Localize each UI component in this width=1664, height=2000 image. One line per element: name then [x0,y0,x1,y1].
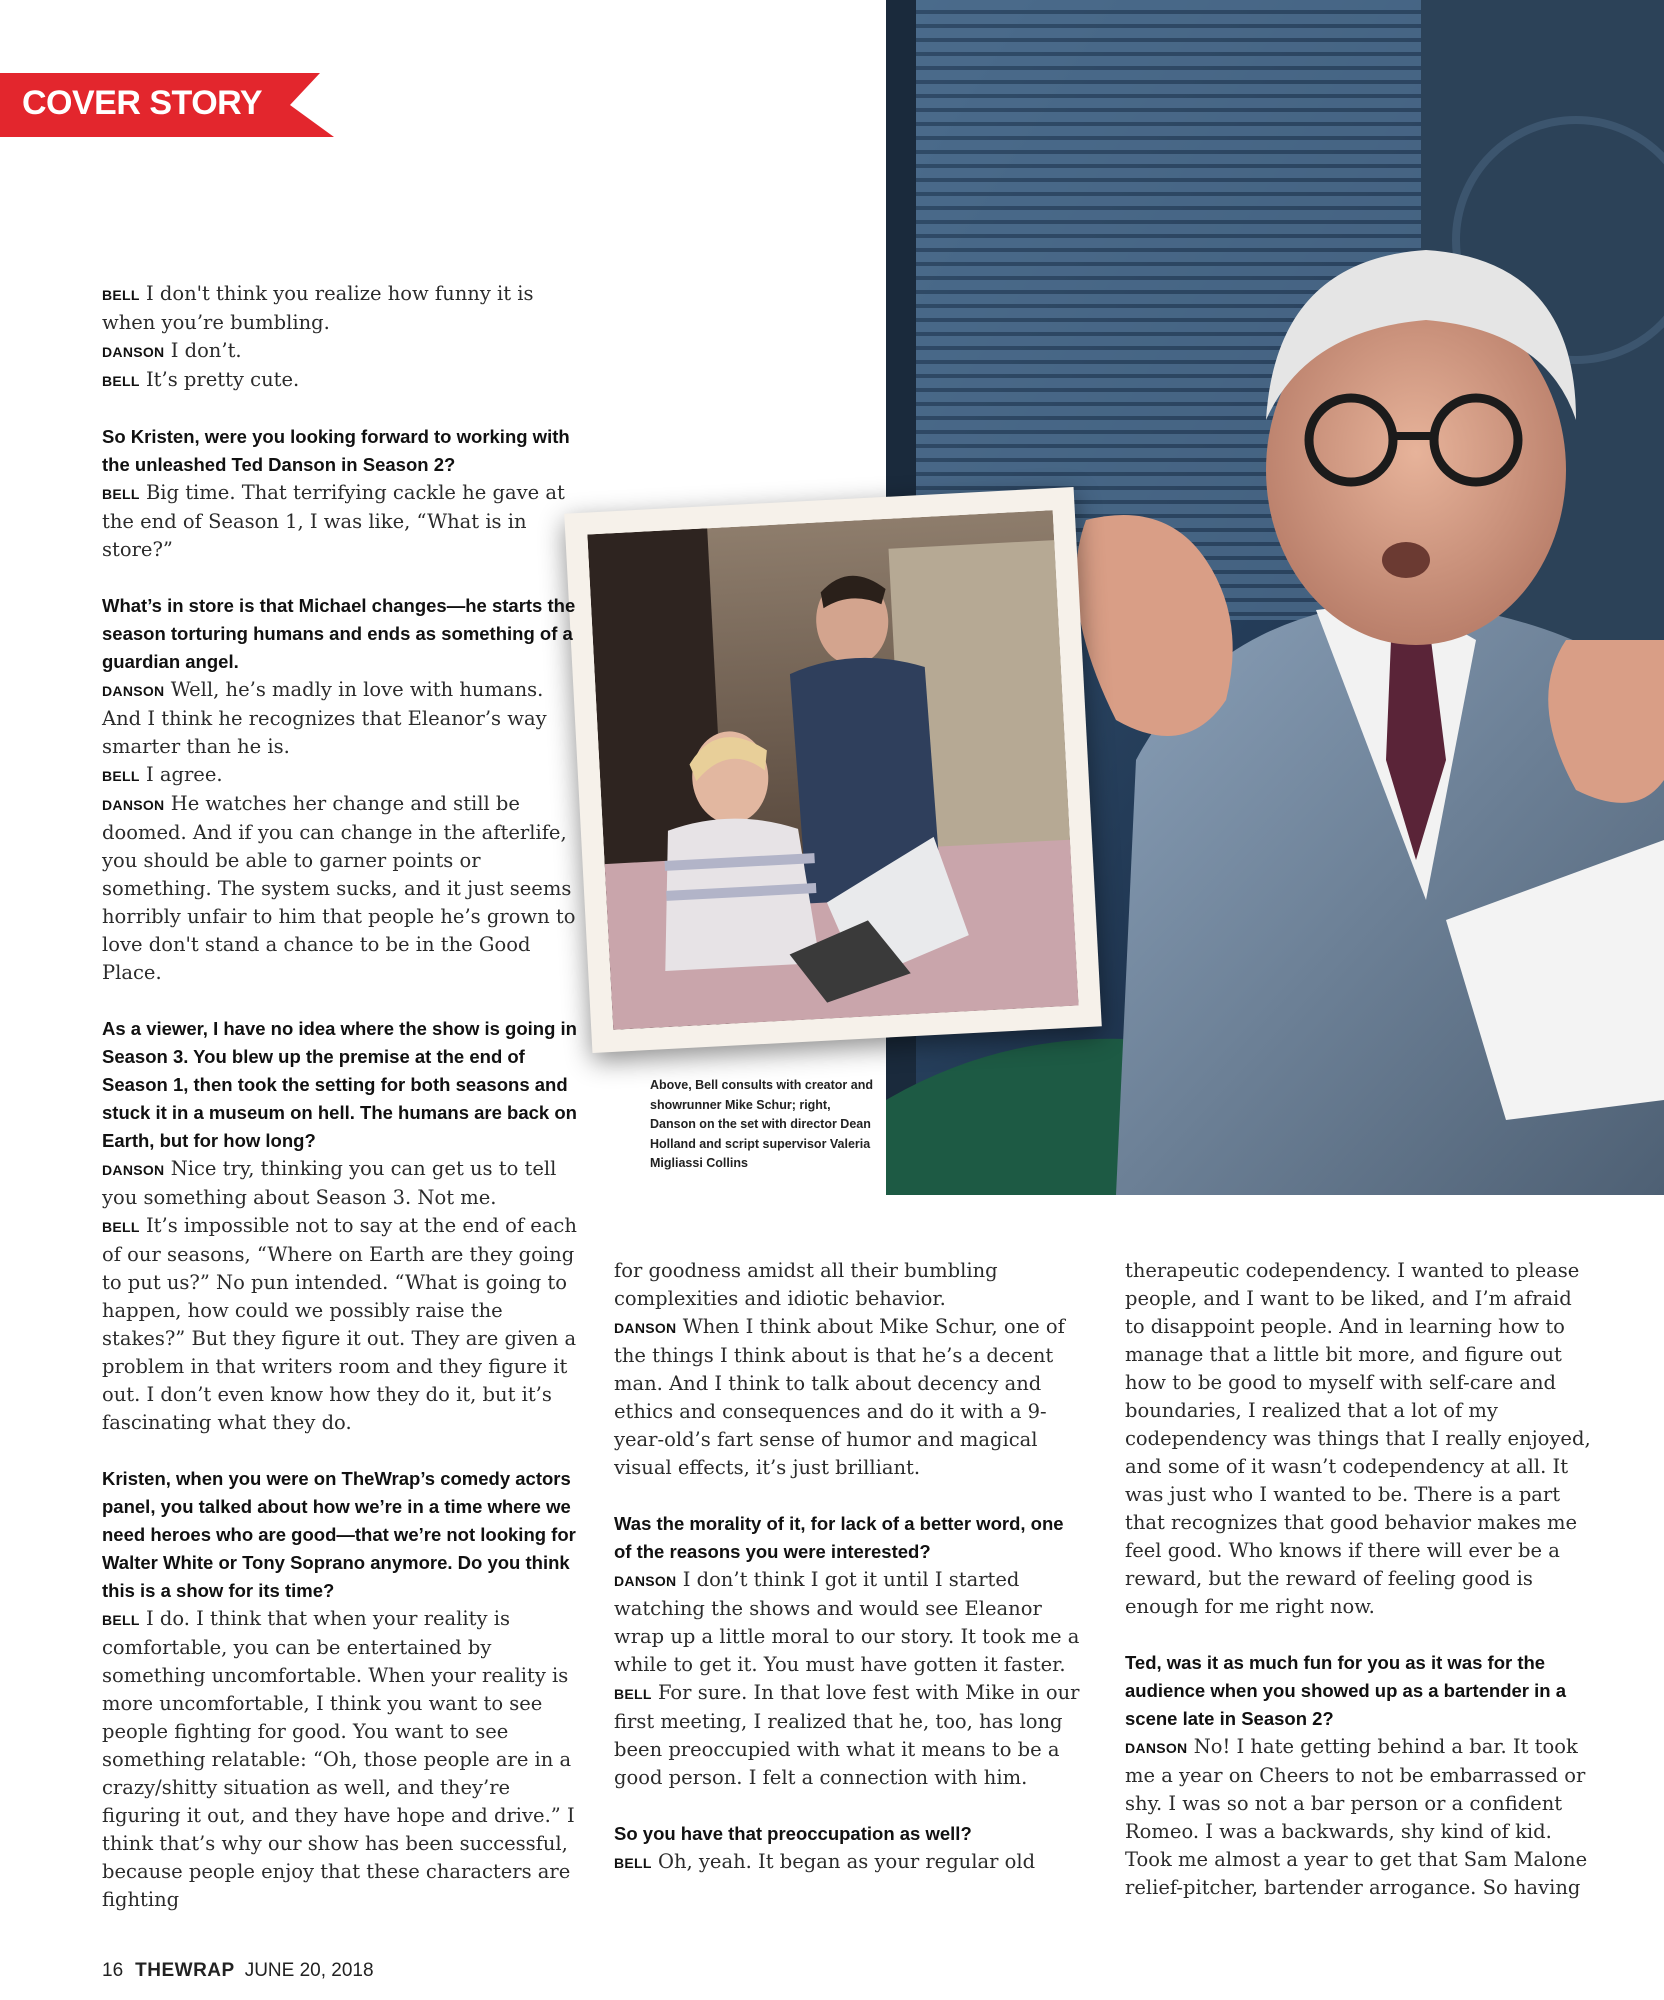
speaker-label: BELL [102,373,140,389]
interview-answer [102,1212,582,1437]
speaker-label: BELL [102,486,140,502]
interview-answer [102,479,582,564]
speaker-label: BELL [102,1612,140,1628]
answer-text: It’s pretty cute. [145,368,300,391]
interview-answer [102,337,582,366]
interview-answer [102,1155,582,1212]
speaker-label: DANSON [102,344,165,360]
page-footer [102,1960,374,1982]
answer-text: Well, he’s madly in love with humans. And I think he recognizes that Eleanor’s way smarter than he is. [102,678,547,758]
interview-question: So Kristen, were you looking forward to working with the unleashed Ted Danson in Season 2? [102,426,570,475]
cover-story-banner [0,73,334,137]
speaker-label: BELL [102,1219,140,1235]
interview-answer [102,366,582,395]
interview-question: So you have that preoccupation as well? [614,1823,972,1844]
answer-text: I do. I think that when your reality is comfortable, you can be entertained by something uncomfortable. When your reality is more uncomfortable, I think you want to see people fighting for good. You want to see something relatable: “Oh, those people are in a crazy/shitty situation as well, and they’re figuring it out, and they have hope and drive.” I think that’s why our show has been successful, because people enjoy that these characters are fighting [102,1607,575,1911]
publication-name: THEWRAP [135,1960,235,1981]
interview-question: Ted, was it as much fun for you as it was for the audience when you showed up as a bartender in a scene late in Season 2? [1125,1652,1567,1729]
answer-text: When I think about Mike Schur, one of the things I think about is that he’s a decent man. And I think to talk about decency and ethics and consequences and do it with a 9-year-old’s fart sense of humor and magical visual effects, it’s just brilliant. [614,1315,1065,1479]
answer-text: for goodness amidst all their bumbling complexities and idiotic behavior. [614,1259,998,1310]
interview-answer [614,1257,1084,1313]
answer-text: I don’t think I got it until I started watching the shows and would see Eleanor wrap up a little moral to our story. It took me a while to get it. You must have gotten it faster. [614,1568,1080,1676]
interview-answer [614,1848,1084,1877]
issue-date: JUNE 20, 2018 [244,1960,374,1981]
interview-answer [102,790,582,987]
page-number: 16 [102,1960,124,1981]
paragraph-gap [102,1437,582,1465]
interview-answer [614,1313,1084,1482]
answer-text: I don’t. [170,339,242,362]
interview-answer [614,1679,1084,1792]
inset-photo-frame [564,487,1102,1053]
speaker-label: BELL [614,1686,652,1702]
interview-answer [102,1605,582,1914]
speaker-label: DANSON [614,1320,677,1336]
interview-answer [614,1566,1084,1679]
speaker-label: BELL [102,287,140,303]
speaker-label: DANSON [102,683,165,699]
answer-text: It’s impossible not to say at the end of each of our seasons, “Where on Earth are they going to put us?” No pun intended. “What is going to happen, how could we possibly raise the stakes?” But they figure it out. They are given a problem in that writers room and they figure it out. I don’t even know how they do it, but it’s fascinating what they do. [102,1214,577,1434]
article-column-1 [102,280,582,1914]
article-column-2 [614,1257,1084,1877]
paragraph-gap [614,1482,1084,1510]
photo-caption: Above, Bell consults with creator and showrunner Mike Schur; right, Danson on the set with director Dean Holland and script supervisor Valeria Migliassi Collins [650,1078,873,1170]
interview-question: Was the morality of it, for lack of a better word, one of the reasons you were interested? [614,1513,1064,1562]
section-label: COVER STORY [22,84,263,122]
paragraph-gap [1125,1621,1595,1649]
speaker-label: DANSON [102,797,165,813]
answer-text: Big time. That terrifying cackle he gave at the end of Season 1, I was like, “What is in store?” [102,481,565,561]
interview-answer [102,761,582,790]
answer-text: Oh, yeah. It began as your regular old [657,1850,1036,1873]
article-column-3 [1125,1257,1595,1902]
speaker-label: BELL [614,1855,652,1871]
interview-question: What’s in store is that Michael changes—he starts the season torturing humans and ends as something of a guardian angel. [102,595,576,672]
paragraph-gap [102,987,582,1015]
interview-answer [102,280,582,337]
paragraph-gap [102,564,582,592]
answer-text: For sure. In that love fest with Mike in our first meeting, I realized that he, too, has long been preoccupied with what it means to be a good person. I felt a connection with him. [614,1681,1080,1789]
answer-text: therapeutic codependency. I wanted to please people, and I want to be liked, and I’m afraid to disappoint people. And in learning how to manage that a little bit more, and figure out how to be good to myself with self-care and boundaries, I realized that a lot of my codependency was things that I really enjoyed, and some of it wasn’t codependency at all. It was just who I wanted to be. There is a part that recognizes that good behavior makes me feel good. Who knows if there will ever be a reward, but the reward of feeling good is enough for me right now. [1125,1259,1591,1618]
speaker-label: BELL [102,768,140,784]
inset-photo-bell-schur [587,510,1078,1030]
answer-text: No! I hate getting behind a bar. It took me a year on Cheers to not be embarrassed or shy. I was so not a bar person or a confident Romeo. I was a backwards, shy kind of kid. Took me almost a year to get that Sam Malone relief-pitcher, bartender arrogance. So having [1125,1735,1588,1899]
paragraph-gap [102,395,582,423]
interview-question: Kristen, when you were on TheWrap’s comedy actors panel, you talked about how we’re in a time where we need heroes who are good—that we’re not looking for Walter White or Tony Soprano anymore. Do you think this is a show for its time? [102,1468,576,1601]
paragraph-gap [614,1792,1084,1820]
answer-text: I don't think you realize how funny it is when you’re bumbling. [102,282,534,334]
speaker-label: DANSON [1125,1740,1188,1756]
interview-question: As a viewer, I have no idea where the show is going in Season 3. You blew up the premise at the end of Season 1, then took the setting for both seasons and stuck it in a museum on hell. The humans are back on Earth, but for how long? [102,1018,577,1151]
interview-answer [102,676,582,761]
speaker-label: DANSON [614,1573,677,1589]
interview-answer [1125,1733,1595,1902]
answer-text: He watches her change and still be doomed. And if you can change in the afterlife, you should be able to garner points or something. The system sucks, and it just seems horribly unfair to him that people he’s grown to love don't stand a chance to be in the Good Place. [102,792,576,984]
answer-text: Nice try, thinking you can get us to tell you something about Season 3. Not me. [102,1157,557,1209]
speaker-label: DANSON [102,1162,165,1178]
answer-text: I agree. [145,763,223,786]
interview-answer [1125,1257,1595,1621]
